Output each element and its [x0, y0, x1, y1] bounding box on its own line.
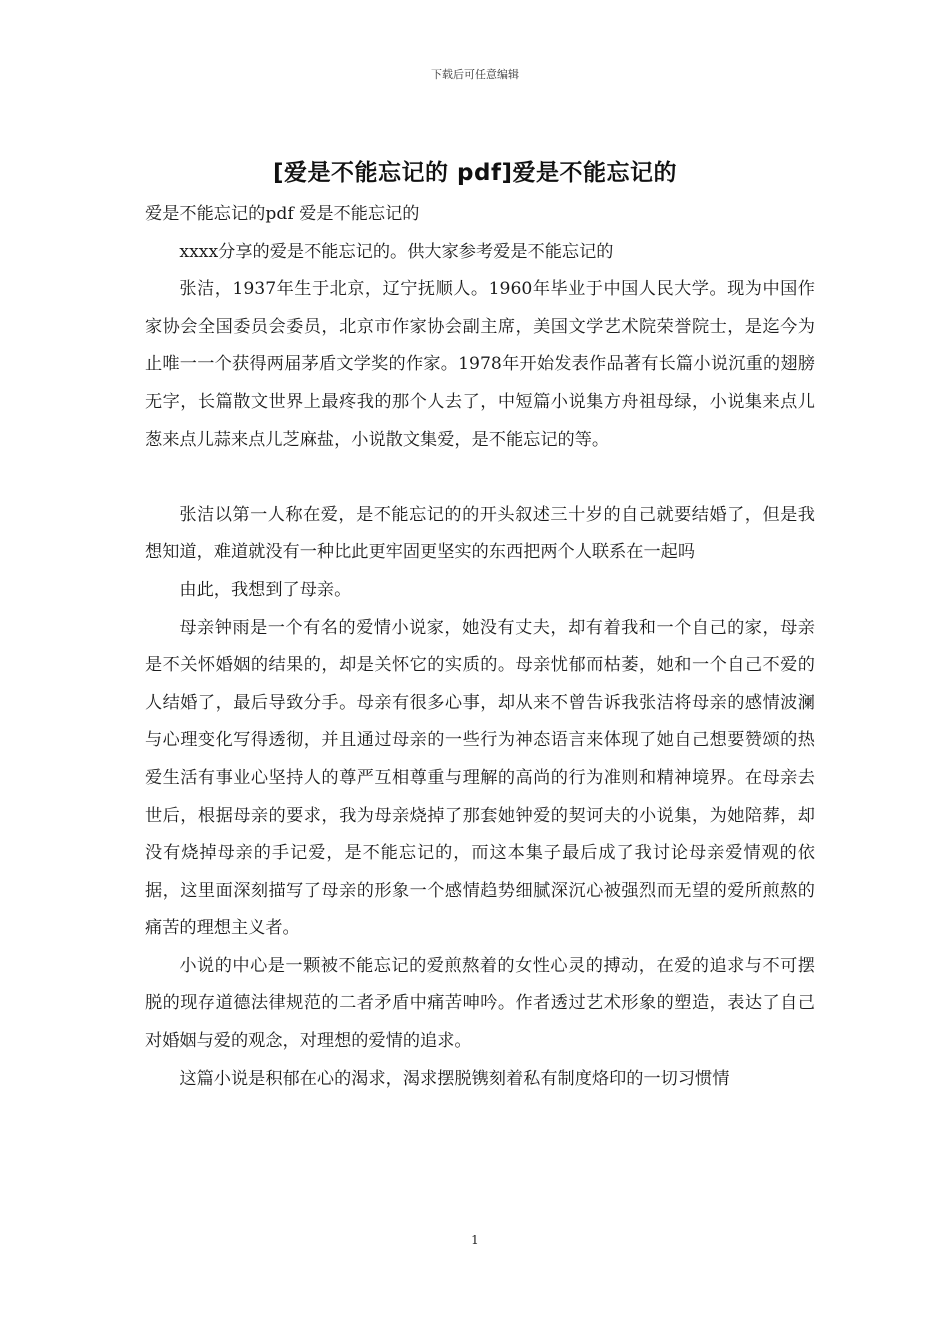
- paragraph-author-bio: 张洁，1937年生于北京，辽宁抚顺人。1960年毕业于中国人民大学。现为中国作家协会全国委员会委员，北京市作家协会副主席，美国文学艺术院荣誉院士，是迄今为止唯一一个获得两届茅盾文学奖的作家。1978年开始发表作品著有长篇小说沉重的翅膀无字，长篇散文世界上最疼我的那个人去了，中短篇小说集方舟祖母绿，小说集来点儿葱来点儿蒜来点儿芝麻盐，小说散文集爱，是不能忘记的等。: [145, 279, 815, 450]
- paragraph-central-theme: 小说的中心是一颗被不能忘记的爱煎熬着的女性心灵的搏动，在爱的追求与不可摆脱的现存道德法律规范的二者矛盾中痛苦呻吟。作者透过艺术形象的塑造，表达了自己对婚姻与爱的观念，对理想的爱情的追求。: [145, 955, 815, 1052]
- subtitle-line: 爱是不能忘记的pdf 爱是不能忘记的: [145, 204, 420, 224]
- paragraph-intro: xxxx分享的爱是不能忘记的。供大家参考爱是不能忘记的: [179, 241, 614, 262]
- paragraph-mother-story: 母亲钟雨是一个有名的爱情小说家，她没有丈夫，却有着我和一个自己的家，母亲是不关怀婚姻的结果的，却是关怀它的实质的。母亲忧郁而枯萎，她和一个自己不爱的人结婚了，最后导致分手。母亲有很多心事，却从来不曾告诉我张洁将母亲的感情波澜与心理变化写得透彻，并且通过母亲的一些行为神态语言来体现了她自己想要赞颂的热爱生活有事业心坚持人的尊严互相尊重与理解的高尚的行为准则和精神境界。在母亲去世后，根据母亲的要求，我为母亲烧掉了那套她钟爱的契诃夫的小说集，为她陪葬，却没有烧掉母亲的手记爱，是不能忘记的，而这本集子最后成了我讨论母亲爱情观的依据，这里面深刻描写了母亲的形象一个感情趋势细腻深沉心被强烈而无望的爱所煎熬的痛苦的理想主义者。: [145, 617, 815, 939]
- paragraph-gap: [145, 459, 815, 497]
- paragraph-opening: 张洁以第一人称在爱，是不能忘记的的开头叙述三十岁的自己就要结婚了，但是我想知道，难道就没有一种比此更牢固更坚实的东西把两个人联系在一起吗: [145, 504, 815, 563]
- header-note: 下载后可任意编辑: [431, 68, 519, 81]
- page-number: 1: [471, 1233, 479, 1247]
- document-body: [145, 196, 815, 1098]
- paragraph-mother-thought: 由此，我想到了母亲。: [179, 579, 352, 600]
- document-title: [爱是不能忘记的 pdf]爱是不能忘记的: [273, 160, 677, 186]
- paragraph-longing: 这篇小说是积郁在心的渴求，渴求摆脱镌刻着私有制度烙印的一切习惯情: [179, 1068, 730, 1089]
